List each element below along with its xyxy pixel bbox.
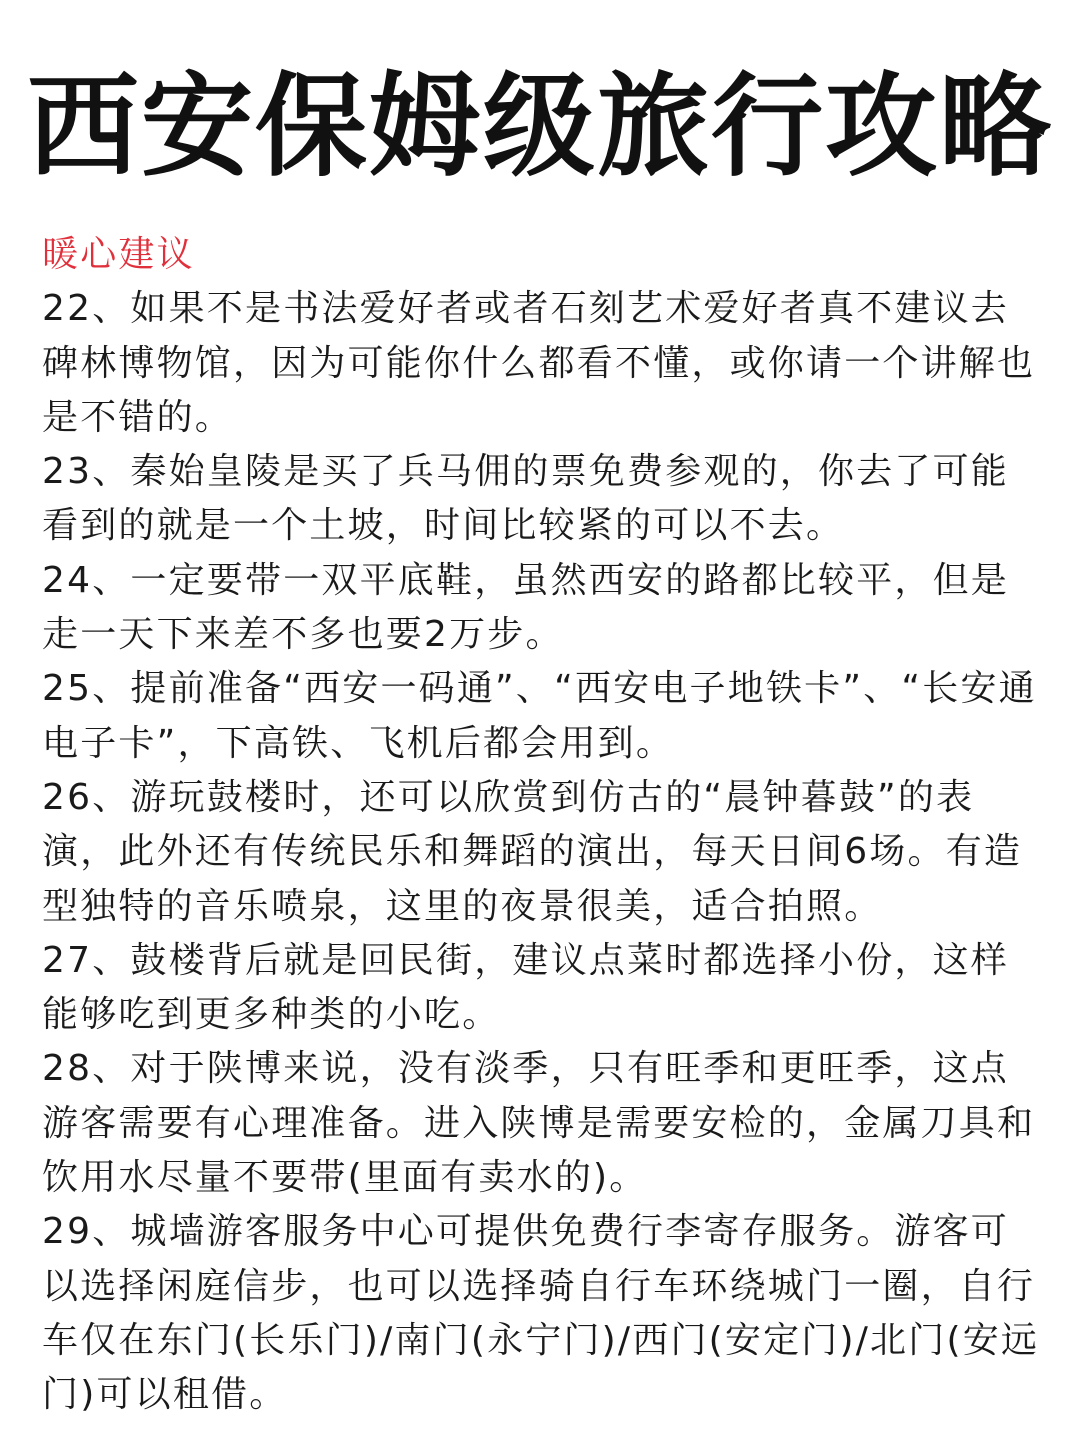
section-heading: 暖心建议 [42, 234, 195, 275]
tip-26: 26、游玩鼓楼时，还可以欣赏到仿古的“晨钟暮鼓”的表演，此外还有传统民乐和舞蹈的演出，每天日间6场。有造型独特的音乐喷泉，这里的夜景很美，适合拍照。 [42, 776, 1023, 927]
tip-29: 29、城墙游客服务中心可提供免费行李寄存服务。游客可以选择闲庭信步，也可以选择骑自行车环绕城门一圈，自行车仅在东门(长乐门)/南门(永宁门)/西门(安定门)/北门(安远门)可以租借。 [42, 1211, 1040, 1416]
tip-28: 28、对于陕博来说，没有淡季，只有旺季和更旺季，这点游客需要有心理准备。进入陕博是需要安检的，金属刀具和饮用水尽量不要带(里面有卖水的)。 [42, 1048, 1036, 1199]
tip-24: 24、一定要带一双平底鞋，虽然西安的路都比较平，但是走一天下来差不多也要2万步。 [42, 559, 1010, 656]
tip-23: 23、秦始皇陵是买了兵马佣的票免费参观的，你去了可能看到的就是一个土坡，时间比较紧的可以不去。 [42, 451, 1010, 547]
page-title: 西安保姆级旅行攻略 [27, 62, 1053, 192]
article-body [42, 228, 1042, 1423]
tip-22: 22、如果不是书法爱好者或者石刻艺术爱好者真不建议去碑林博物馆，因为可能你什么都看不懂，或你请一个讲解也是不错的。 [42, 288, 1036, 438]
tip-25: 25、提前准备“西安一码通”、“西安电子地铁卡”、“长安通电子卡”，下高铁、飞机后都会用到。 [42, 668, 1037, 764]
tip-27: 27、鼓楼背后就是回民街，建议点菜时都选择小份，这样能够吃到更多种类的小吃。 [42, 939, 1010, 1036]
